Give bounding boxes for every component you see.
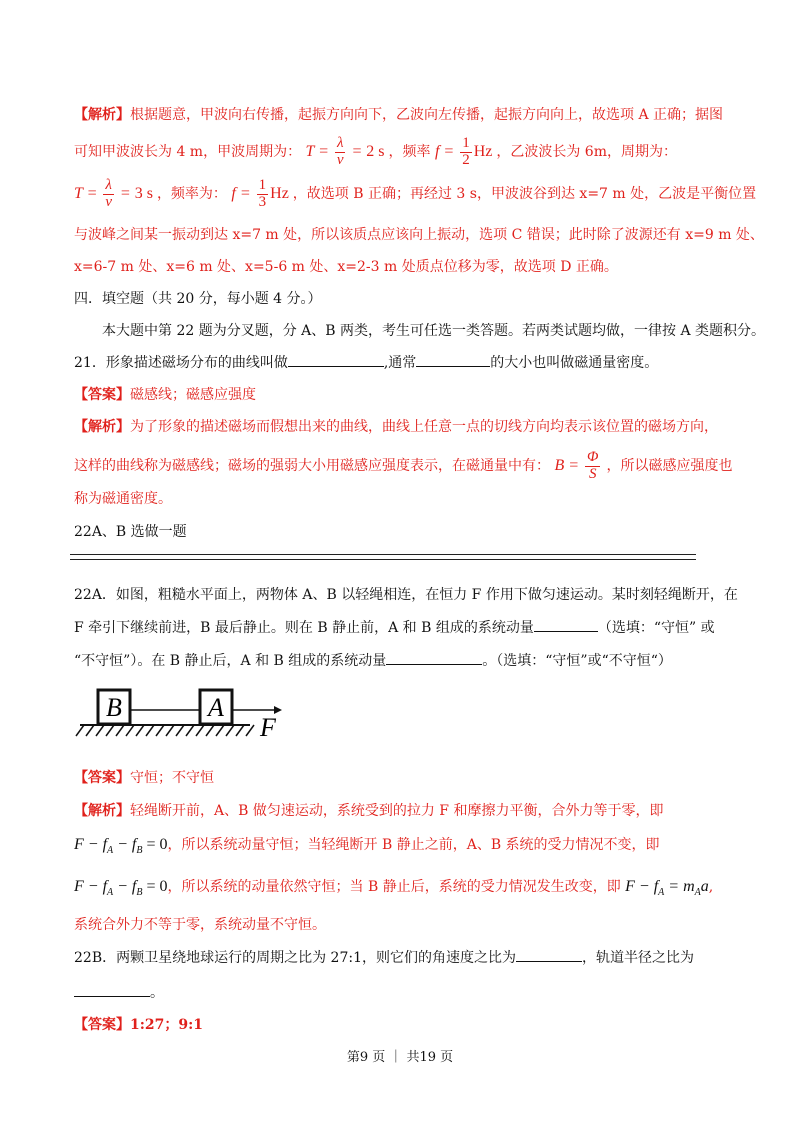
question-22a-line-2: F 牵引下继续前进，B 最后静止。则在 B 静止前，A 和 B 组成的系统动量 （选填：“守恒” 或 (74, 620, 715, 636)
answer-blank (534, 619, 598, 632)
analysis-line-4: 与波峰之间某一振动到达 x=7 m 处，所以该质点应该向上振动，选项 C 错误；此时除了波源还有 x=9 m 处、 (74, 227, 764, 243)
answer-blank (386, 652, 482, 665)
answer-blank (516, 949, 582, 962)
blocks-figure (70, 684, 290, 750)
question-22a-line-3: “不守恒”）。在 B 静止后，A 和 B 组成的系统动量 。（选填：“守恒”或“不守恒“） (74, 653, 672, 669)
formula-frequency-b: f = $\frac{1}{3}$ Hz (231, 177, 289, 210)
page-footer: 第9 页 ｜ 共19 页 (346, 1050, 454, 1065)
analysis-22a-line-1: 【解析】轻绳断开前，A、B 做匀速运动，系统受到的拉力 F 和摩擦力平衡，合外力等于零，即 (74, 803, 664, 819)
section-note: 本大题中第 22 题为分叉题，分 A、B 两类，考生可任选一类答题。若两类试题均做，一律按 A 类题积分。 (102, 323, 766, 339)
block-b-label: B (106, 693, 122, 722)
analysis-line-5: x=6-7 m 处、x=6 m 处、x=5-6 m 处、x=2-3 m 处质点位移为零，故选项 D 正确。 (74, 259, 618, 275)
analysis-22a-line-4: 系统合外力不等于零，系统动量不守恒。 (74, 917, 326, 933)
question-22-title: 22A、B 选做一题 (74, 524, 187, 540)
analysis-21-line-2: 这样的曲线称为磁感线；磁场的强弱大小用磁感应强度表示，在磁通量中有： B = $\frac{\Phi}{S}$ ，所以磁感应强度也 (74, 449, 733, 482)
analysis-21-line-1: 【解析】为了形象的描述磁场而假想出来的曲线，曲线上任意一点的切线方向均表示该位置的磁场方向， (74, 419, 718, 435)
answer-22a: 【答案】守恒；不守恒 (74, 770, 214, 786)
question-22a-line-1: 22A．如图，粗糙水平面上，两物体 A、B 以轻绳相连，在恒力 F 作用下做匀速运动。某时刻轻绳断开，在 (74, 587, 738, 603)
formula-flux-density: B = $\frac{\Phi}{S}$ (554, 449, 599, 482)
analysis-21-line-3: 称为磁通密度。 (74, 491, 172, 507)
analysis-22a-line-2: $F - f_A - f_B = 0$，所以系统动量守恒；当轻绳断开 B 静止之前，A、B 系统的受力情况不变，即 (74, 836, 660, 857)
divider (70, 554, 696, 555)
question-21: 21．形象描述磁场分布的曲线叫做 ,通常 的大小也叫做磁通量密度。 (74, 355, 659, 371)
formula-frequency-a: f = $\frac{1}{2}$ Hz (434, 135, 493, 168)
question-22b-line-1: 22B．两颗卫星绕地球运行的周期之比为 27:1，则它们的角速度之比为 ，轨道半径之比为 (74, 950, 694, 966)
force-label: F (260, 713, 276, 742)
analysis-line-1: 【解析】根据题意，甲波向右传播，起振方向向下，乙波向左传播，起振方向向上，故选项 A 正确；据图 (74, 107, 724, 123)
formula-newton-second: $F - f_A = m_Aa$ (625, 878, 709, 899)
formula-force-balance: $F - f_A - f_B = 0$ (74, 878, 168, 899)
ground-hatching (76, 725, 254, 736)
analysis-line-3: T = $\frac{\lambda}{v}$ = 3 s ，频率为： f = $\frac{1}{3}$ Hz ，故选项 B 正确；再经过 3 s，甲波波谷到达 x=7 m 处，乙波是平衡位置 (74, 177, 757, 210)
analysis-22a-line-3: $F - f_A - f_B = 0$，所以系统的动量依然守恒；当 B 静止后，系统的受力情况发生改变，即 $F - f_A = m_Aa$, (74, 878, 714, 899)
answer-blank (288, 354, 384, 367)
answer-22b: 【答案】1:27；9:1 (74, 1017, 204, 1033)
analysis-line-2: 可知甲波波长为 4 m，甲波周期为： T = $\frac{\lambda}{v}$ = 2 s ，频率 f = $\frac{1}{2}$ Hz ，乙波波长为 6m，周期为： (74, 135, 677, 168)
answer-blank (74, 984, 150, 997)
answer-21: 【答案】磁感线；磁感应强度 (74, 387, 256, 403)
block-a-label: A (208, 693, 224, 722)
formula-force-balance: $F - f_A - f_B = 0$ (74, 836, 168, 857)
answer-blank (416, 354, 490, 367)
formula-period-b: T = $\frac{\lambda}{v}$ = 3 s (74, 177, 153, 210)
question-22b-line-2: 。 (74, 982, 164, 1002)
formula-period-a: T = $\frac{\lambda}{v}$ = 2 s (305, 135, 385, 168)
divider (70, 559, 696, 560)
section-heading: 四．填空题（共 20 分，每小题 4 分。） (74, 291, 322, 307)
analysis-label: 【解析】 (74, 107, 130, 123)
